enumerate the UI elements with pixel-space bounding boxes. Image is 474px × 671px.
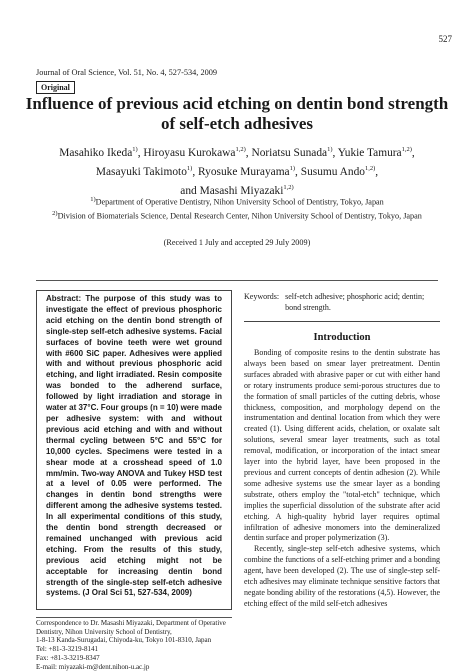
author-affil-marker: 1,2): [283, 183, 294, 191]
introduction-body: [244, 348, 440, 610]
correspondence-line: E-mail: miyazaki-m@dent.nihon-u.ac.jp: [36, 662, 150, 671]
author-affil-marker: 1): [327, 146, 333, 153]
keywords-divider: [244, 321, 440, 322]
correspondence-divider: [36, 617, 232, 618]
affiliation-item: [40, 194, 434, 208]
correspondence-line: Fax: +81-3-3219-8347: [36, 653, 100, 662]
author-affil-marker: 1,2): [401, 146, 412, 153]
keywords: [244, 292, 440, 313]
header-divider: [36, 280, 438, 281]
author-name: Susumu Ando: [300, 165, 365, 178]
author-list: [30, 142, 444, 198]
article-title: Influence of previous acid etching on dentin bond strength of self-etch adhesives: [25, 94, 449, 133]
article-type-badge: Original: [36, 81, 75, 94]
abstract-body: The purpose of this study was to investigate the effect of previous phosphoric acid etching on the dentin bond strength of single-step self-etch adhesive systems. Facial surfaces of bovine teeth were wet ground with #600 SiC paper. Adhesives were applied with and without previous phosphoric acid etching, and light irradiated. Resin composite was bonded to the adherend surface, followed by light irradiation and storage in water at 37°C. Four groups (n = 10) were made per adhesive system: with and without previous acid etching and with and without thermal cycling between 5°C and 55°C for 10,000 cycles. Specimens were tested in a shear mode at a crosshead speed of 1.0 mm/min. Two-way ANOVA and Tukey HSD test at a level of 0.05 were performed. The changes in dentin bond strengths were different among the adhesive systems tested. In all experimental conditions of this study, the dentin bond strength decreased or remained unchanged with previous acid etching. From the results of this study, previous acid etching might not be acceptable for increasing dentin bond strength of the single-step self-etch adhesive systems. (J Oral Sci 51, 527-534, 2009): [46, 294, 222, 598]
author-affil-marker: 1): [132, 146, 138, 153]
correspondence-block: [36, 619, 236, 671]
introduction-heading: Introduction: [313, 332, 371, 343]
author-name: Ryosuke Murayama: [198, 165, 290, 178]
author-name: Noriatsu Sunada: [251, 146, 328, 159]
author-name: Yukie Tamura: [337, 146, 402, 159]
affiliation-text: Department of Operative Dentistry, Nihon University School of Dentistry, Tokyo, Japan: [95, 197, 384, 207]
received-dates: (Received 1 July and accepted 29 July 2009): [163, 238, 311, 247]
author-line-2: Masayuki Takimoto$^{1)}$, Ryosuke Murayama$^{1)}$, Susumu Ando$^{1,2)}$,: [95, 164, 379, 178]
author-conjunction: and: [180, 184, 197, 197]
journal-reference: Journal of Oral Science, Vol. 51, No. 4, 527-534, 2009: [36, 68, 218, 77]
correspondence-line: Correspondence to Dr. Masashi Miyazaki, Department of Operative Dentistry, Nihon University School of Dentistry,: [36, 619, 226, 636]
author-affil-marker: 1): [186, 164, 193, 172]
correspondence-line: 1-8-13 Kanda-Surugadai, Chiyoda-ku, Tokyo 101-8310, Japan: [36, 636, 212, 645]
keywords-value: self-etch adhesive; phosphoric acid; dentin; bond strength.: [285, 292, 425, 312]
introduction-paragraph: Bonding of composite resins to the dentin substrate has always been based on smear layer pretreatment. Dentin surfaces abraded with abrasive paper or cut with either hand or rotary instruments produce semi-porous structures due to the formation of small particles of the cutting debris, whose thickness, composition, and morphology depend on the instrumentation and dentinal location from which they were created (1). Using different acids, chelation, or oxalate salt solutions, several smear layer treatments, such as total removal, modification, or incorporation of the intact smear layer into the hybrid layer, have been proposed in the previous and current concepts of dentin adhesion (2). While some adhesive systems use the smear layer as a bonding substrate, others employ the "total-etch" technique, which implies the superficial dissolution of the substrate after acid etching. A high-quality hybrid layer requires optimal infiltration of adhesive monomers into the demineralized dentin surface and proper polymerization (3).: [244, 348, 440, 543]
author-name: Masashi Miyazaki: [199, 184, 284, 197]
introduction-paragraph: Recently, single-step self-etch adhesive systems, which combine the functions of a self-etching primer and a bonding agent, have been developed (2). The use of single-step self-etch adhesives may eliminate technique sensitive factors that negate bonding ability of the restorations (4,5). However, the etching effect of the mild self-etch adhesives: [244, 544, 440, 608]
author-name: Hiroyasu Kurokawa: [143, 146, 236, 159]
author-affil-marker: 1): [289, 164, 296, 172]
author-name: Masayuki Takimoto: [95, 165, 187, 178]
correspondence-line: Tel: +81-3-3219-8141: [36, 645, 98, 654]
author-name: Masahiko Ikeda: [59, 146, 133, 159]
abstract-label: Abstract:: [46, 294, 82, 303]
keywords-label: Keywords:: [244, 292, 280, 301]
affiliation-marker: 1): [90, 196, 96, 203]
affiliation-item: [40, 208, 434, 222]
affiliations: [40, 194, 434, 221]
abstract: [46, 294, 222, 599]
page-number: 527: [438, 34, 452, 44]
affiliation-marker: 2): [52, 209, 58, 217]
author-line-1: Masahiko Ikeda$^{1)}$, Hiroyasu Kurokawa$^{1,2)}$, Noriatsu Sunada$^{1)}$, Yukie Tamura$^{1,2)}$,: [59, 146, 415, 159]
author-affil-marker: 1,2): [365, 164, 376, 172]
author-affil-marker: 1,2): [235, 146, 246, 153]
affiliation-text: Division of Biomaterials Science, Dental Research Center, Nihon University School of Dentistry, Tokyo, Japan: [57, 211, 422, 221]
